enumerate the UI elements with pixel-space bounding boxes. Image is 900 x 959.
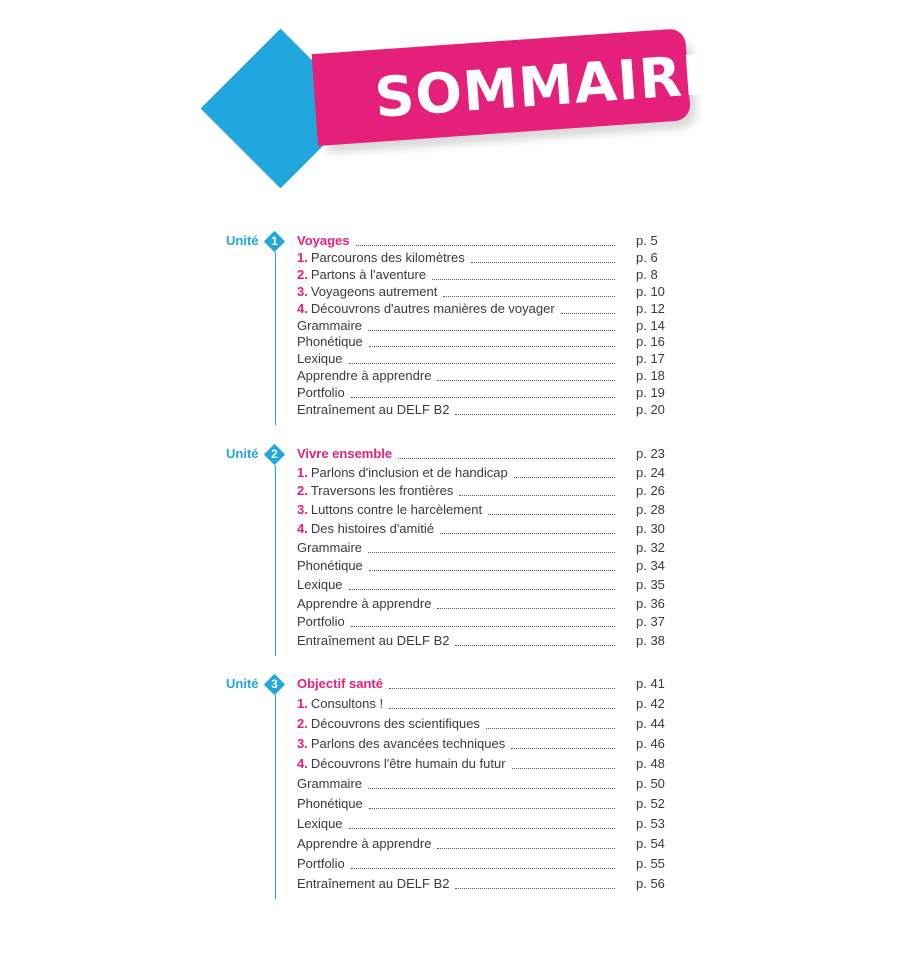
- toc-entry[interactable]: [297, 835, 667, 853]
- toc-entry[interactable]: [297, 695, 667, 713]
- entry-label: Consultons !: [310, 696, 384, 711]
- unit-number-badge: [264, 674, 285, 695]
- entry-text: [297, 576, 343, 594]
- entry-page: p. 28: [636, 502, 665, 518]
- entry-page: p. 23: [636, 446, 665, 461]
- dot-leader: [389, 688, 615, 689]
- entry-label: Portfolio: [297, 856, 345, 871]
- entry-text: [297, 384, 345, 402]
- dot-leader: [437, 848, 615, 849]
- entry-label: Entraînement au DELF B2: [297, 402, 450, 417]
- toc-entry[interactable]: [297, 815, 667, 833]
- entry-number: 3.: [297, 736, 308, 751]
- unit-section: [0, 445, 900, 661]
- entry-page: p. 41: [636, 676, 665, 691]
- entry-label: Vivre ensemble: [297, 446, 393, 461]
- unit-number-badge: [264, 231, 285, 252]
- unit-title-entry[interactable]: [297, 675, 667, 693]
- entry-page: p. 26: [636, 483, 665, 499]
- toc-entry[interactable]: [297, 283, 667, 301]
- toc-entry[interactable]: [297, 539, 667, 557]
- dot-leader: [369, 808, 615, 809]
- entry-page: p. 54: [636, 836, 665, 851]
- dot-leader: [455, 645, 615, 646]
- entry-label: Grammaire: [297, 317, 363, 333]
- entry-label: Lexique: [297, 351, 343, 367]
- dot-leader: [432, 279, 615, 280]
- entry-page: p. 30: [636, 520, 665, 536]
- toc-entry[interactable]: [297, 775, 667, 793]
- unit-vertical-rule: [275, 465, 276, 656]
- entry-text: [297, 613, 345, 631]
- entry-page: p. 55: [636, 856, 665, 871]
- dot-leader: [349, 363, 615, 364]
- entry-page: p. 56: [636, 876, 665, 891]
- unit-label: Unité: [226, 233, 259, 248]
- toc-entry[interactable]: [297, 333, 667, 351]
- entry-page: p. 37: [636, 614, 665, 630]
- entry-number: 1.: [297, 696, 308, 711]
- entry-label: Apprendre à apprendre: [297, 368, 432, 384]
- entry-text: [297, 350, 343, 368]
- unit-label: Unité: [226, 446, 259, 461]
- entry-text: [297, 855, 345, 873]
- entry-page: p. 8: [636, 266, 658, 282]
- entry-number: 4.: [297, 756, 308, 771]
- unit-number-badge: [264, 444, 285, 465]
- toc-entry[interactable]: [297, 482, 667, 500]
- entry-page: p. 5: [636, 233, 658, 248]
- toc-entry[interactable]: [297, 735, 667, 753]
- entry-label: Entraînement au DELF B2: [297, 876, 450, 891]
- entry-text: [297, 735, 505, 753]
- toc-entry[interactable]: [297, 613, 667, 631]
- entry-label: Parlons des avancées techniques: [310, 736, 506, 751]
- entry-number: 1.: [297, 464, 308, 480]
- entry-label: Objectif santé: [297, 676, 383, 691]
- unit-number: 3: [271, 677, 278, 691]
- entry-label: Phonétique: [297, 334, 363, 350]
- entry-page: p. 50: [636, 776, 665, 791]
- toc-entry[interactable]: [297, 715, 667, 733]
- unit-title-entry[interactable]: [297, 232, 667, 250]
- entry-text: [297, 401, 449, 419]
- toc-entry[interactable]: [297, 350, 667, 368]
- entry-page: p. 46: [636, 736, 665, 751]
- entry-number: 4.: [297, 300, 308, 316]
- entry-label: Voyageons autrement: [310, 283, 438, 299]
- entry-page: p. 34: [636, 558, 665, 574]
- entry-number: 1.: [297, 249, 308, 265]
- dot-leader: [389, 708, 615, 709]
- entry-text: [297, 367, 431, 385]
- dot-leader: [561, 313, 615, 314]
- dot-leader: [368, 788, 615, 789]
- dot-leader: [369, 346, 615, 347]
- entry-number: 2.: [297, 266, 308, 282]
- entry-page: p. 52: [636, 796, 665, 811]
- entry-label: Des histoires d'amitié: [310, 520, 434, 536]
- entry-label: Parcourons des kilomètres: [310, 249, 465, 265]
- dot-leader: [368, 330, 615, 331]
- toc-entry[interactable]: [297, 520, 667, 538]
- toc-entry[interactable]: [297, 875, 667, 893]
- entry-label: Portfolio: [297, 614, 345, 630]
- entry-text: [297, 249, 465, 267]
- entry-page: p. 16: [636, 334, 665, 350]
- dot-leader: [368, 552, 615, 553]
- entry-text: [297, 755, 506, 773]
- dot-leader: [351, 868, 615, 869]
- dot-leader: [437, 380, 615, 381]
- toc-entry[interactable]: [297, 501, 667, 519]
- entry-text: [297, 632, 449, 650]
- entry-label: Grammaire: [297, 776, 363, 791]
- entry-text: [297, 266, 426, 284]
- unit-section: [0, 232, 900, 428]
- toc-entry[interactable]: [297, 557, 667, 575]
- toc-entry[interactable]: [297, 317, 667, 335]
- entry-text: [297, 317, 362, 335]
- entry-text: [297, 775, 362, 793]
- dot-leader: [511, 748, 615, 749]
- unit-section: [0, 675, 900, 905]
- entry-page: p. 19: [636, 385, 665, 401]
- entry-page: p. 48: [636, 756, 665, 771]
- unit-label: Unité: [226, 676, 259, 691]
- entry-text: [297, 333, 363, 351]
- dot-leader: [349, 589, 615, 590]
- entry-page: p. 42: [636, 696, 665, 711]
- toc-entry[interactable]: [297, 755, 667, 773]
- dot-leader: [486, 728, 615, 729]
- entry-text: [297, 232, 350, 250]
- unit-vertical-rule: [275, 252, 276, 425]
- entry-label: Entraînement au DELF B2: [297, 633, 450, 648]
- dot-leader: [351, 626, 615, 627]
- entry-text: [297, 501, 482, 519]
- entry-label: Découvrons des scientifiques: [310, 716, 480, 731]
- entry-page: p. 10: [636, 283, 665, 299]
- unit-title-entry[interactable]: [297, 445, 667, 463]
- entry-page: p. 6: [636, 249, 658, 265]
- entry-label: Apprendre à apprendre: [297, 836, 432, 851]
- entry-text: [297, 557, 363, 575]
- entry-text: [297, 795, 363, 813]
- entry-text: [297, 815, 343, 833]
- entry-page: p. 36: [636, 595, 665, 611]
- entry-text: [297, 464, 508, 482]
- entry-label: Portfolio: [297, 385, 345, 401]
- entry-page: p. 12: [636, 300, 665, 316]
- entry-label: Luttons contre le harcèlement: [310, 502, 483, 518]
- entry-label: Grammaire: [297, 539, 363, 555]
- entry-label: Voyages: [297, 233, 350, 248]
- dot-leader: [351, 397, 615, 398]
- entry-page: p. 20: [636, 402, 665, 417]
- toc-entry[interactable]: [297, 795, 667, 813]
- dot-leader: [349, 828, 615, 829]
- entry-text: [297, 283, 437, 301]
- entry-number: 3.: [297, 283, 308, 299]
- entry-label: Phonétique: [297, 796, 363, 811]
- entry-label: Traversons les frontières: [310, 483, 454, 499]
- entry-label: Découvrons d'autres manières de voyager: [310, 300, 555, 316]
- entry-label: Apprendre à apprendre: [297, 595, 432, 611]
- page-title: SOMMAIRE: [372, 41, 723, 130]
- toc-entry[interactable]: [297, 249, 667, 267]
- entry-page: p. 35: [636, 576, 665, 592]
- entry-text: [297, 695, 383, 713]
- entry-label: Découvrons l'être humain du futur: [310, 756, 506, 771]
- dot-leader: [514, 477, 615, 478]
- toc-entry[interactable]: [297, 300, 667, 318]
- entry-page: p. 32: [636, 539, 665, 555]
- unit-number: 2: [271, 447, 278, 461]
- dot-leader: [459, 495, 615, 496]
- toc-entry[interactable]: [297, 464, 667, 482]
- toc-entry[interactable]: [297, 855, 667, 873]
- entry-text: [297, 445, 392, 463]
- entry-text: [297, 520, 434, 538]
- toc-entry[interactable]: [297, 384, 667, 402]
- entry-number: 2.: [297, 716, 308, 731]
- entry-text: [297, 875, 449, 893]
- dot-leader: [398, 458, 615, 459]
- toc-entry[interactable]: [297, 632, 667, 650]
- unit-vertical-rule: [275, 695, 276, 899]
- entry-page: p. 18: [636, 368, 665, 384]
- entry-label: Lexique: [297, 816, 343, 831]
- entry-number: 3.: [297, 502, 308, 518]
- toc-entry[interactable]: [297, 576, 667, 594]
- entry-text: [297, 482, 453, 500]
- dot-leader: [440, 533, 615, 534]
- entry-page: p. 53: [636, 816, 665, 831]
- entry-page: p. 44: [636, 716, 665, 731]
- dot-leader: [512, 768, 615, 769]
- dot-leader: [488, 514, 615, 515]
- dot-leader: [455, 888, 615, 889]
- dot-leader: [443, 296, 615, 297]
- entry-label: Lexique: [297, 576, 343, 592]
- toc-entry[interactable]: [297, 266, 667, 284]
- entry-page: p. 17: [636, 351, 665, 367]
- entry-page: p. 14: [636, 317, 665, 333]
- entry-label: Parlons d'inclusion et de handicap: [310, 464, 508, 480]
- entry-text: [297, 300, 555, 318]
- entry-text: [297, 715, 480, 733]
- entry-text: [297, 595, 431, 613]
- entry-text: [297, 835, 431, 853]
- entry-text: [297, 675, 383, 693]
- entry-number: 4.: [297, 520, 308, 536]
- dot-leader: [471, 262, 615, 263]
- toc-entry[interactable]: [297, 401, 667, 419]
- entry-label: Phonétique: [297, 558, 363, 574]
- toc-entry[interactable]: [297, 367, 667, 385]
- entry-page: p. 38: [636, 633, 665, 648]
- entry-label: Partons à l'aventure: [310, 266, 427, 282]
- dot-leader: [356, 245, 615, 246]
- entry-number: 2.: [297, 483, 308, 499]
- dot-leader: [437, 608, 615, 609]
- unit-number: 1: [271, 234, 278, 248]
- entry-text: [297, 539, 362, 557]
- dot-leader: [455, 414, 615, 415]
- entry-page: p. 24: [636, 464, 665, 480]
- toc-entry[interactable]: [297, 595, 667, 613]
- dot-leader: [369, 570, 615, 571]
